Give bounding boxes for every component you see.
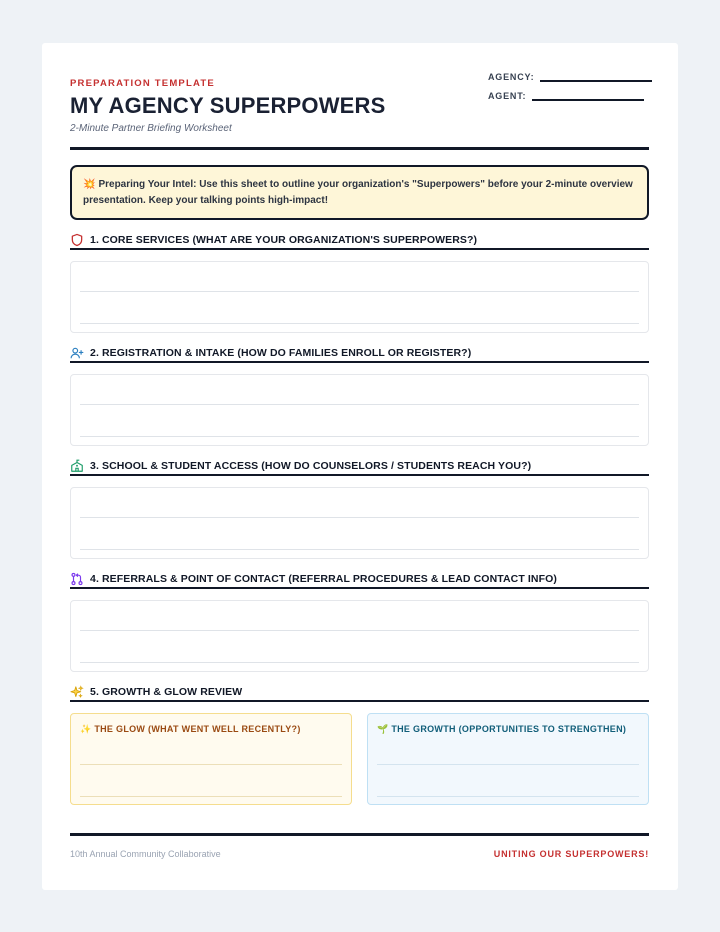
school-icon	[70, 459, 84, 473]
worksheet-page	[42, 43, 678, 890]
sparkles-icon	[70, 685, 84, 699]
intel-callout	[70, 165, 649, 220]
writing-line	[80, 764, 342, 765]
growth-answer-box[interactable]	[367, 713, 649, 805]
growth-title-row	[377, 724, 626, 735]
glow-title: THE GLOW (WHAT WENT WELL RECENTLY?)	[94, 724, 301, 734]
header-divider	[70, 147, 649, 150]
section-growth-glow-header	[70, 684, 649, 702]
writing-line	[80, 404, 639, 405]
school-access-answer-box[interactable]	[70, 487, 649, 559]
section-title: 5. GROWTH & GLOW REVIEW	[90, 686, 243, 698]
writing-line	[80, 517, 639, 518]
section-core-services-header	[70, 232, 649, 250]
agency-input-line[interactable]	[540, 72, 652, 82]
section-title: 2. REGISTRATION & INTAKE (HOW DO FAMILIES ENROLL OR REGISTER?)	[90, 347, 472, 359]
growth-title: THE GROWTH (OPPORTUNITIES TO STRENGTHEN)	[391, 724, 627, 734]
glow-title-row	[80, 724, 301, 735]
footer-divider	[70, 833, 649, 836]
sparkles-icon: ✨	[80, 724, 92, 734]
writing-line	[377, 796, 639, 797]
section-title: 1. CORE SERVICES (WHAT ARE YOUR ORGANIZATION'S SUPERPOWERS?)	[90, 234, 478, 246]
referrals-answer-box[interactable]	[70, 600, 649, 672]
section-school-access-header	[70, 458, 649, 476]
section-title: 4. REFERRALS & POINT OF CONTACT (REFERRAL PROCEDURES & LEAD CONTACT INFO)	[90, 573, 557, 585]
agent-label: AGENT:	[488, 91, 527, 101]
agency-label: AGENCY:	[488, 72, 535, 82]
page-title: MY AGENCY SUPERPOWERS	[70, 93, 386, 118]
agency-field[interactable]	[488, 72, 652, 82]
writing-line	[80, 662, 639, 663]
section-referrals-header	[70, 571, 649, 589]
page-subtitle: 2-Minute Partner Briefing Worksheet	[70, 123, 232, 134]
section-title: 3. SCHOOL & STUDENT ACCESS (HOW DO COUNSELORS / STUDENTS REACH YOU?)	[90, 460, 532, 472]
section-registration-header	[70, 345, 649, 363]
eyebrow-label: PREPARATION TEMPLATE	[70, 78, 215, 89]
agent-input-line[interactable]	[532, 91, 644, 101]
registration-answer-box[interactable]	[70, 374, 649, 446]
core-services-answer-box[interactable]	[70, 261, 649, 333]
writing-line	[80, 291, 639, 292]
seedling-icon: 🌱	[377, 724, 389, 734]
git-pull-request-icon	[70, 572, 84, 586]
glow-answer-box[interactable]	[70, 713, 352, 805]
writing-line	[80, 549, 639, 550]
shield-icon	[70, 233, 84, 247]
footer-slogan: UNITING OUR SUPERPOWERS!	[493, 849, 649, 859]
writing-line	[80, 436, 639, 437]
collision-icon: 💥	[83, 179, 96, 190]
agent-field[interactable]	[488, 91, 644, 101]
callout-text: Preparing Your Intel: Use this sheet to outline your organization's "Superpowers" before your 2-minute overview presentation. Keep your talking points high-impact!	[83, 179, 633, 206]
writing-line	[80, 323, 639, 324]
writing-line	[80, 630, 639, 631]
writing-line	[80, 796, 342, 797]
footer-event-name: 10th Annual Community Collaborative	[70, 849, 221, 859]
writing-line	[377, 764, 639, 765]
user-plus-icon	[70, 346, 84, 360]
